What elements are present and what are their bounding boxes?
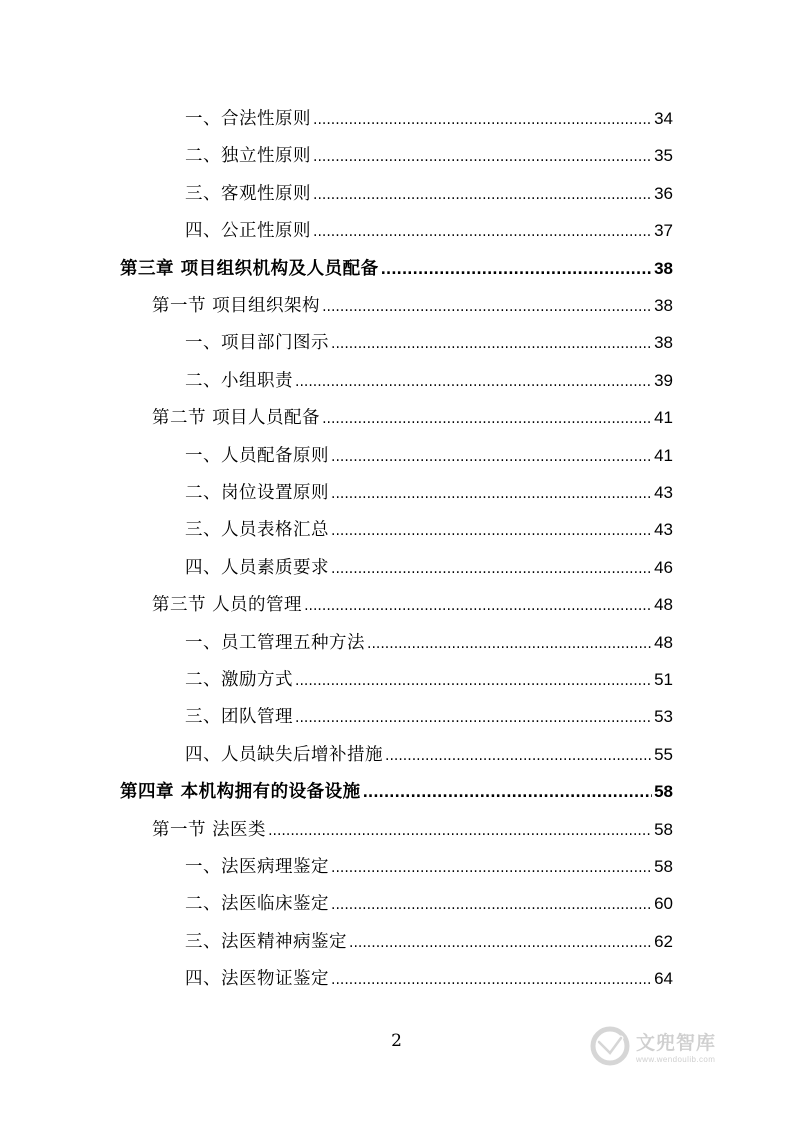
- watermark-url: www.wendoulib.com: [636, 1055, 716, 1064]
- watermark: [590, 1018, 760, 1074]
- toc-entry-label: 第三章 项目组织机构及人员配备: [120, 258, 379, 279]
- toc-entry-page: 55: [654, 744, 673, 764]
- toc-entry-label: 二、岗位设置原则: [185, 483, 329, 503]
- toc-entry[interactable]: [185, 742, 673, 768]
- toc-dot-leader: [349, 930, 652, 956]
- toc-entry-page: 43: [654, 483, 673, 502]
- toc-entry[interactable]: [185, 966, 673, 992]
- toc-dot-leader: [295, 668, 652, 694]
- page-number: 2: [391, 1031, 402, 1051]
- toc-entry-page: 38: [654, 258, 673, 278]
- toc-entry-label: 一、人员配备原则: [185, 445, 329, 466]
- toc-entry-page: 60: [654, 894, 673, 914]
- toc-entry-label: 三、法医精神病鉴定: [185, 931, 347, 952]
- toc-dot-leader: [295, 705, 652, 731]
- toc-entry[interactable]: [185, 181, 673, 207]
- toc-entry[interactable]: [185, 630, 673, 656]
- toc-entry-page: 53: [654, 707, 673, 727]
- toc-entry[interactable]: [185, 854, 673, 880]
- toc-dot-leader: [295, 369, 652, 395]
- toc-entry-label: 三、人员表格汇总: [185, 520, 329, 541]
- toc-entry-label: 四、人员缺失后增补措施: [185, 744, 383, 765]
- toc-entry-label: 二、独立性原则: [185, 146, 311, 167]
- toc-entry[interactable]: [185, 704, 673, 730]
- toc-entry-label: 二、小组职责: [185, 370, 293, 391]
- toc-entry-page: 58: [654, 782, 673, 802]
- toc-dot-leader: [322, 294, 652, 320]
- toc-entry-page: 34: [654, 109, 673, 128]
- toc-dot-leader: [381, 257, 652, 283]
- watermark-name: 文兜智库: [636, 1032, 717, 1054]
- toc-dot-leader: [331, 444, 652, 470]
- toc-dot-leader: [363, 780, 652, 806]
- toc-dot-leader: [313, 107, 652, 133]
- toc-entry[interactable]: [185, 106, 673, 132]
- toc-entry[interactable]: [152, 293, 673, 319]
- toc-entry-page: 62: [654, 931, 673, 951]
- toc-entry[interactable]: [185, 480, 673, 506]
- toc-dot-leader: [331, 556, 652, 582]
- toc-entry-label: 四、人员素质要求: [185, 557, 329, 578]
- toc-entry-label: 第一节 项目组织架构: [152, 296, 321, 316]
- toc-entry-page: 58: [654, 857, 673, 876]
- toc-entry[interactable]: [152, 405, 673, 431]
- toc-entry[interactable]: [185, 218, 673, 244]
- toc-entry-label: 一、项目部门图示: [185, 333, 329, 354]
- toc-dot-leader: [268, 818, 652, 844]
- toc-entry-label: 四、法医物证鉴定: [185, 969, 329, 990]
- toc-entry-page: 37: [654, 221, 673, 241]
- toc-dot-leader: [331, 892, 652, 918]
- toc-entry-page: 38: [654, 296, 673, 315]
- toc-dot-leader: [313, 182, 652, 208]
- toc-entry-page: 43: [654, 520, 673, 540]
- toc-dot-leader: [385, 743, 652, 769]
- toc-dot-leader: [322, 406, 652, 432]
- toc-entry[interactable]: [185, 443, 673, 469]
- toc-entry-label: 第二节 项目人员配备: [152, 408, 321, 429]
- toc-entry-label: 第四章 本机构拥有的设备设施: [120, 782, 361, 803]
- toc-entry-label: 二、激励方式: [185, 670, 293, 690]
- toc-entry-page: 38: [654, 333, 673, 353]
- toc-entry[interactable]: [185, 143, 673, 169]
- toc-entry[interactable]: [185, 667, 673, 693]
- toc-dot-leader: [331, 967, 652, 993]
- toc-entry-page: 41: [654, 445, 673, 465]
- toc-entry-label: 三、客观性原则: [185, 183, 311, 204]
- toc-dot-leader: [331, 481, 652, 507]
- toc-entry-page: 51: [654, 670, 673, 689]
- toc-entry-label: 一、合法性原则: [185, 109, 311, 129]
- toc-dot-leader: [331, 331, 652, 357]
- toc-entry[interactable]: [120, 256, 673, 282]
- toc-entry[interactable]: [152, 592, 673, 618]
- toc-dot-leader: [313, 144, 652, 170]
- toc-dot-leader: [331, 855, 652, 881]
- toc-entry-label: 第三节 人员的管理: [152, 595, 303, 616]
- toc-dot-leader: [331, 518, 652, 544]
- toc-entry-page: 64: [654, 969, 673, 989]
- toc-entry[interactable]: [185, 929, 673, 955]
- toc-entry-page: 41: [654, 408, 673, 428]
- toc-dot-leader: [313, 219, 652, 245]
- toc-entry-page: 35: [654, 146, 673, 166]
- toc-dot-leader: [304, 593, 652, 619]
- toc-entry[interactable]: [185, 891, 673, 917]
- toc-entry[interactable]: [185, 330, 673, 356]
- toc-entry-label: 四、公正性原则: [185, 221, 311, 242]
- toc-entry[interactable]: [185, 368, 673, 394]
- toc-entry[interactable]: [185, 517, 673, 543]
- toc-entry-label: 三、团队管理: [185, 707, 293, 728]
- toc-dot-leader: [367, 631, 652, 657]
- wendou-logo-icon: [590, 1026, 630, 1066]
- toc-entry[interactable]: [185, 555, 673, 581]
- toc-entry-label: 一、法医病理鉴定: [185, 857, 329, 877]
- toc-entry[interactable]: [152, 817, 673, 843]
- toc-entry-page: 36: [654, 183, 673, 203]
- toc-entry-label: 二、法医临床鉴定: [185, 894, 329, 915]
- toc-entry-page: 46: [654, 557, 673, 577]
- toc-entry[interactable]: [120, 779, 673, 805]
- toc-entry-label: 一、员工管理五种方法: [185, 632, 365, 653]
- toc-entry-label: 第一节 法医类: [152, 819, 267, 840]
- toc-entry-page: 48: [654, 595, 673, 615]
- toc-entry-page: 48: [654, 632, 673, 652]
- toc-entry-page: 58: [654, 819, 673, 839]
- toc-entry-page: 39: [654, 370, 673, 390]
